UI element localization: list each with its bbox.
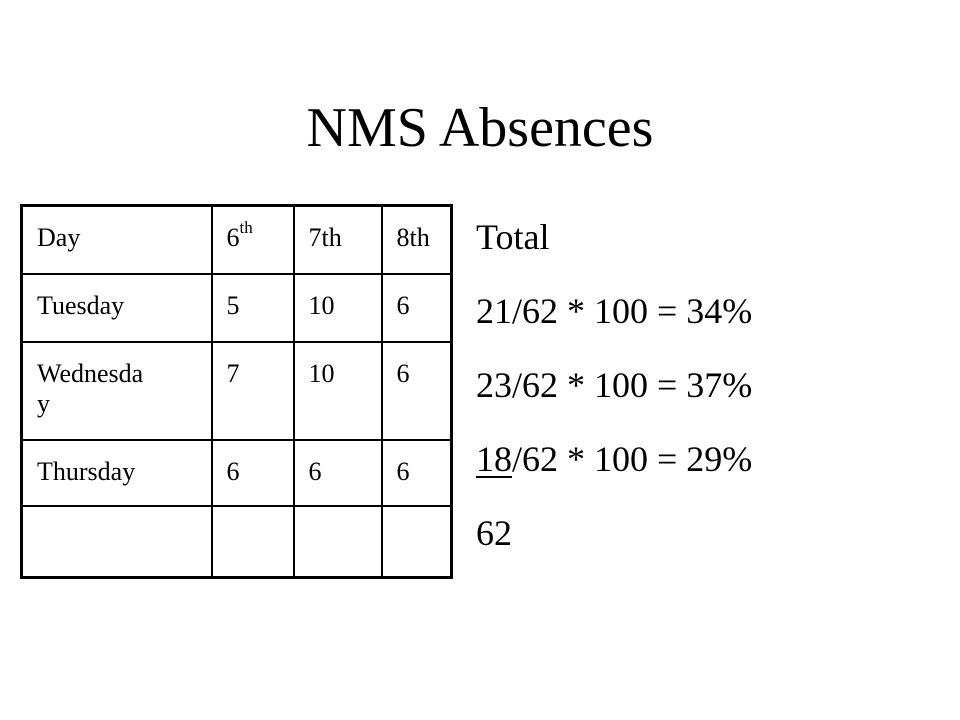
cell-empty <box>212 506 294 578</box>
calculation-block <box>476 210 752 580</box>
cell-grade-7: 10 <box>294 342 382 440</box>
calc-line-2: 23/62 * 100 = 37% <box>476 365 753 405</box>
cell-grade-8: 6 <box>382 440 452 506</box>
cell-grade-8: 6 <box>382 274 452 342</box>
cell-day <box>22 342 212 440</box>
header-grade-8: 8th <box>382 206 452 274</box>
calc-line-3 <box>476 432 752 506</box>
cell-grade-7: 6 <box>294 440 382 506</box>
absences-table <box>20 204 453 579</box>
header-grade-7: 7th <box>294 206 382 274</box>
header-grade-6-suffix: th <box>239 218 253 238</box>
cell-grade-6: 7 <box>212 342 294 440</box>
table-row <box>22 274 452 342</box>
cell-day: Tuesday <box>22 274 212 342</box>
total-label: Total <box>476 217 550 257</box>
calc-line-3-rest: /62 * 100 = 29% <box>512 439 753 479</box>
header-grade-6-number: 6 <box>226 223 240 252</box>
cell-empty <box>22 506 212 578</box>
table-row-empty <box>22 506 452 578</box>
cell-day: Thursday <box>22 440 212 506</box>
cell-day-line-2: y <box>37 388 50 418</box>
slide-title: NMS Absences <box>306 97 654 159</box>
header-grade-6 <box>212 206 294 274</box>
cell-grade-6: 6 <box>212 440 294 506</box>
table-header-row <box>22 206 452 274</box>
grand-total: 62 <box>476 513 512 553</box>
cell-empty <box>382 506 452 578</box>
table-row <box>22 342 452 440</box>
cell-grade-8: 6 <box>382 342 452 440</box>
header-day: Day <box>22 206 212 274</box>
cell-grade-7: 10 <box>294 274 382 342</box>
cell-grade-6: 5 <box>212 274 294 342</box>
calc-line-1: 21/62 * 100 = 34% <box>476 291 753 331</box>
cell-empty <box>294 506 382 578</box>
calc-line-3-underlined: 18 <box>476 439 512 479</box>
table-row <box>22 440 452 506</box>
cell-day-line-1: Wednesda <box>37 358 144 388</box>
